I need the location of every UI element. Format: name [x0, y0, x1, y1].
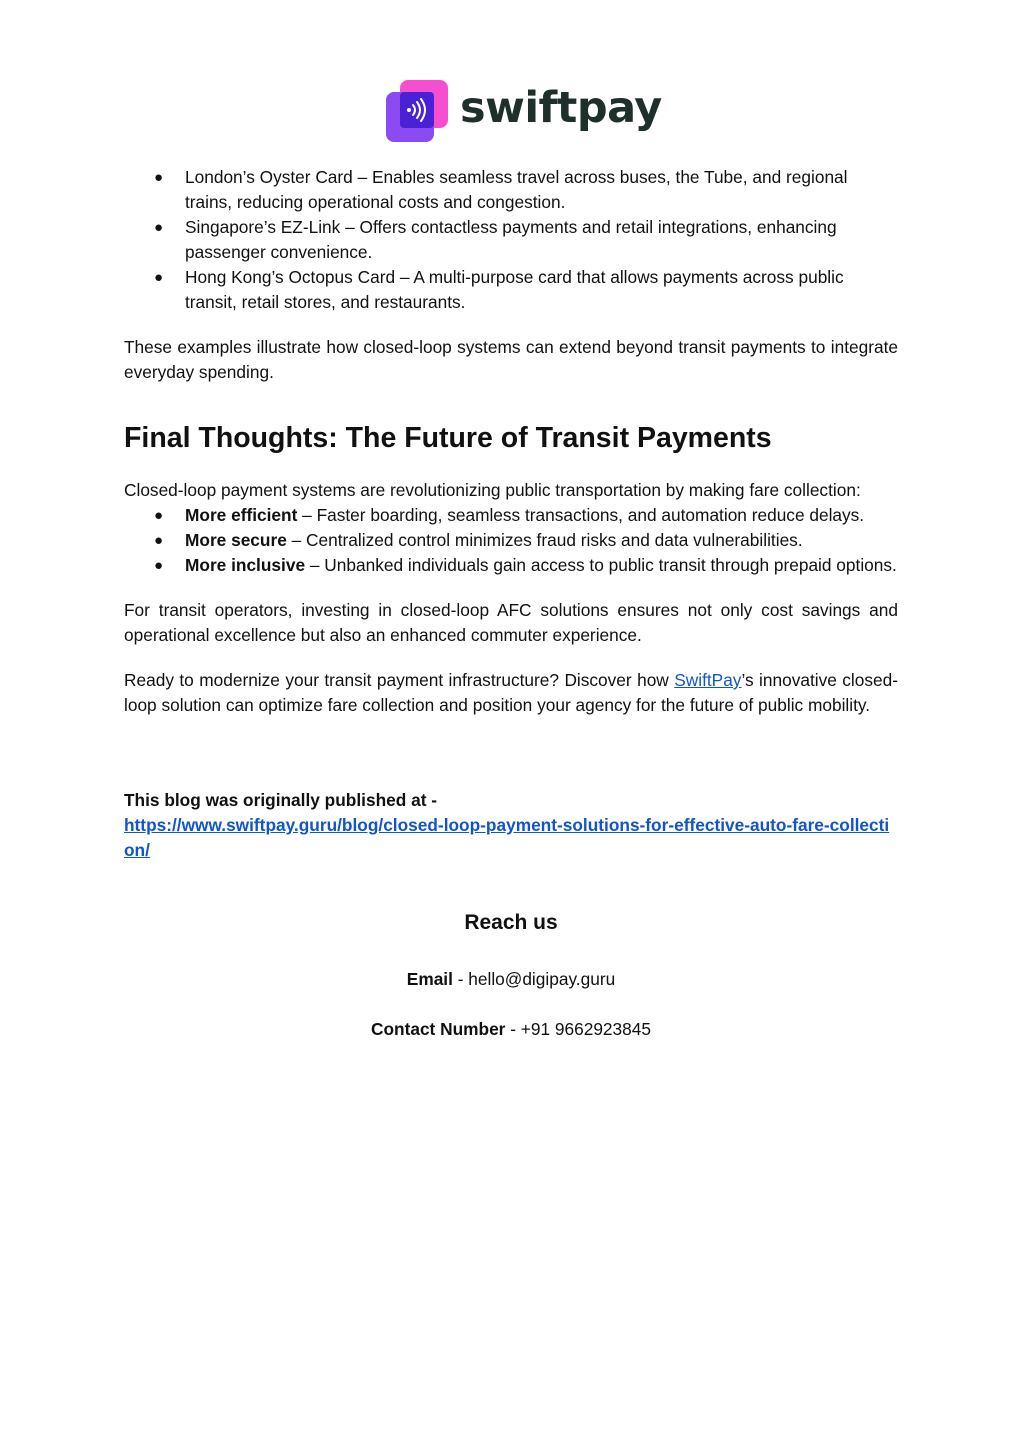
- list-item: [124, 165, 898, 215]
- logo-wordmark: swiftpay: [460, 83, 662, 133]
- blog-url-link[interactable]: https://www.swiftpay.guru/blog/closed-loop-payment-solutions-for-effective-auto-fare-collection/: [124, 815, 890, 860]
- bullet-icon: ●: [154, 532, 164, 549]
- list-item-text: Hong Kong’s Octopus Card – A multi-purpose card that allows payments across public transit, retail stores, and restaurants.: [185, 267, 844, 312]
- intro-paragraph: Closed-loop payment systems are revolutionizing public transportation by making fare collection:: [124, 480, 861, 500]
- contact-value: +91 9662923845: [520, 1019, 651, 1039]
- benefit-title: More inclusive: [185, 555, 306, 575]
- published-url-line: [124, 813, 898, 863]
- email-value: hello@digipay.guru: [468, 969, 616, 989]
- benefit-text: – Faster boarding, seamless transactions, and automation reduce delays.: [297, 505, 865, 525]
- list-item-text: Singapore’s EZ-Link – Offers contactless payments and retail integrations, enhancing passenger convenience.: [185, 217, 837, 262]
- examples-summary: These examples illustrate how closed-loop systems can extend beyond transit payments to integrate everyday spending.: [124, 337, 898, 382]
- benefit-title: More efficient: [185, 505, 298, 525]
- email-label: Email: [406, 969, 453, 989]
- swiftpay-logo: [386, 80, 662, 144]
- contact-separator: -: [505, 1019, 521, 1039]
- swiftpay-link[interactable]: SwiftPay: [674, 670, 742, 690]
- published-label: This blog was originally published at -: [124, 790, 438, 810]
- bullet-icon: ●: [154, 269, 164, 286]
- benefit-text: – Centralized control minimizes fraud risks and data vulnerabilities.: [286, 530, 803, 550]
- list-item-text: London’s Oyster Card – Enables seamless travel across buses, the Tube, and regional trains, reducing operational costs and congestion.: [185, 167, 848, 212]
- section-heading: Final Thoughts: The Future of Transit Payments: [124, 422, 772, 454]
- reach-us-heading: Reach us: [464, 911, 558, 934]
- list-item: [124, 528, 898, 553]
- examples-list: [124, 165, 898, 315]
- bullet-icon: ●: [154, 507, 164, 524]
- benefit-text: – Unbanked individuals gain access to public transit through prepaid options.: [305, 555, 897, 575]
- cta-paragraph: [124, 668, 898, 718]
- bullet-icon: ●: [154, 219, 164, 236]
- contact-line: [124, 1017, 898, 1042]
- benefits-list: [124, 503, 898, 578]
- operators-paragraph: For transit operators, investing in closed-loop AFC solutions ensures not only cost savings and operational excellence but also an enhanced commuter experience.: [124, 600, 898, 645]
- cta-text-before: Ready to modernize your transit payment infrastructure? Discover how: [124, 670, 675, 690]
- contact-label: Contact Number: [370, 1019, 506, 1039]
- benefit-title: More secure: [185, 530, 287, 550]
- email-line: [124, 967, 898, 992]
- contactless-icon: [386, 80, 450, 144]
- document-body: [124, 165, 898, 1042]
- bullet-icon: ●: [154, 169, 164, 186]
- list-item: [124, 265, 898, 315]
- list-item: [124, 503, 898, 528]
- list-item: [124, 215, 898, 265]
- list-item: [124, 553, 898, 578]
- cta-text-after: ’s innovative closed-loop solution can optimize fare collection and position your agency for the future of public mobility.: [124, 670, 898, 715]
- email-separator: -: [452, 969, 469, 989]
- bullet-icon: ●: [154, 557, 164, 574]
